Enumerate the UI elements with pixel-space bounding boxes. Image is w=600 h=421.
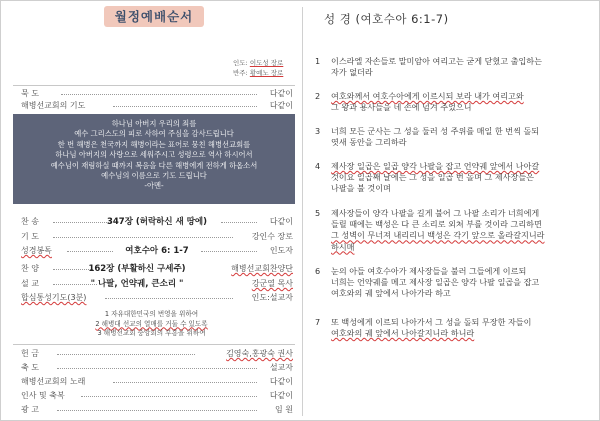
order-item-person: 다같이 — [269, 89, 293, 98]
order-row — [21, 244, 293, 258]
column-divider — [302, 7, 303, 416]
prayer-line: 예수님이 재림하실 때까지 복음을 다른 해병에게 전하게 하옵소서 — [50, 160, 258, 170]
order-item-person: 강인수 장로 — [251, 232, 293, 241]
verse-line: 이스라엘 자손들로 말미암아 여리고는 굳게 닫혔고 출입하는 — [331, 56, 542, 66]
verse-number: 2 — [315, 91, 321, 101]
leader-dots — [105, 298, 233, 299]
verse — [315, 126, 597, 148]
order-item-person: 설교자 — [269, 363, 293, 372]
leader-dots — [57, 354, 195, 355]
order-row — [21, 403, 293, 417]
verse-number: 7 — [315, 317, 321, 327]
prayer-line: 예수 그리스도의 피로 사하여 주심을 감사드립니다 — [74, 129, 234, 139]
leader-dots — [201, 251, 257, 252]
verse-line: 엿새 동안을 그리하라 — [331, 137, 407, 148]
prayer-line: 한 번 해병은 천국까지 해병이라는 표어로 뭉친 해병선교회를 — [57, 139, 251, 149]
leader-name: 이도성 장로 — [249, 59, 284, 67]
verse — [315, 208, 597, 253]
verse-line: 너희는 언약궤를 메고 제사장 일곱은 양각 나팔 일곱을 잡고 — [331, 277, 540, 288]
verse-line: 자가 없더라 — [331, 67, 373, 78]
leader-dots — [81, 396, 257, 397]
order-item-person: 임 원 — [275, 405, 293, 414]
prayer-line: 하나님 아버지의 사랑으로 세워주시고 성령으로 역사 하시어서 — [55, 150, 253, 160]
page-title: 월정예배순서 — [104, 6, 204, 27]
verse-number: 6 — [315, 266, 321, 276]
prayer-line: -아멘- — [144, 181, 164, 191]
order-item-label: 찬 송 — [21, 217, 39, 226]
verse-number: 5 — [315, 208, 321, 218]
verse-line: 제사장 일곱은 일곱 양각 나팔을 잡고 언약궤 앞에서 나아갈 — [331, 161, 540, 171]
order-item-content: " 나팔, 언약궤, 큰소리 " — [90, 279, 184, 289]
order-row — [21, 230, 293, 244]
verse-line: 여호와의 궤 앞에서 나아가라 하고 — [331, 288, 451, 299]
order-item-label: 광 고 — [21, 405, 39, 414]
order-item-label: 해병선교회의 기도 — [21, 101, 86, 110]
verse-line: 여호와의 궤 앞에서 나아갈지니라 하니라 — [331, 328, 475, 339]
divider-line — [13, 344, 295, 345]
order-item-label: 설 교 — [21, 279, 39, 288]
prayer-topic: 1 자유대한민국의 번영을 위하여 — [104, 310, 199, 318]
order-item-label: 묵 도 — [21, 89, 39, 98]
order-row — [21, 389, 293, 403]
accompanist-name: 황예노 장로 — [249, 69, 284, 77]
verse-line: 나팔을 불 것이며 — [331, 183, 391, 194]
leader-dots — [61, 94, 257, 95]
prayer-topic: 3 해병선교회 중앙회의 부흥을 위하여 — [97, 329, 206, 337]
verse — [315, 317, 597, 339]
accompanist-label: 반주: — [233, 69, 248, 77]
prayer-topics — [1, 310, 302, 339]
verse-line: 여호와께서 여호수아에게 이르시되 보라 내가 여리고와 — [331, 91, 524, 101]
order-item-person: 김영숙,홍광숙 권사 — [226, 349, 293, 358]
order-item-person: 강군열 목사 — [251, 279, 293, 288]
leader-label: 인도: — [233, 59, 248, 67]
verse-line: 너희 모든 군사는 그 성을 둘러 성 주위를 매일 한 번씩 돌되 — [331, 126, 540, 136]
order-item-label: 찬 양 — [21, 264, 39, 273]
scripture-title: 성 경 (여호수아 6:1-7) — [324, 12, 449, 26]
verse-line: 들릴 때에는 백성은 다 큰 소리로 외쳐 부를 것이라 그리하면 — [331, 219, 542, 230]
leader-dots — [57, 410, 257, 411]
leader-dots — [53, 237, 233, 238]
order-item-person: 다같이 — [269, 101, 293, 110]
order-row — [21, 375, 293, 389]
leader-dots — [57, 368, 257, 369]
order-row — [21, 291, 293, 305]
prayer-topic: 2 해병대 선교의 열매를 거둘 수 있도록 — [95, 319, 208, 328]
verse — [315, 161, 597, 195]
order-row — [21, 347, 293, 361]
verse-number: 3 — [315, 126, 321, 136]
order-item-person: 해병선교회찬양단 — [231, 264, 293, 273]
order-item-label: 성경봉독 — [21, 246, 52, 255]
order-row — [21, 99, 293, 113]
verse-line: 하시매 — [331, 241, 355, 252]
order-item-label: 헌 금 — [21, 349, 39, 358]
order-row — [21, 215, 293, 229]
verse — [315, 56, 597, 78]
verse-number: 1 — [315, 56, 321, 66]
leader-dots — [221, 222, 257, 223]
order-item-label: 인사 및 축복 — [21, 391, 65, 400]
order-item-label: 기 도 — [21, 232, 39, 241]
order-item-label: 축 도 — [21, 363, 39, 372]
leader-dots — [113, 106, 257, 107]
verse-number: 4 — [315, 161, 321, 171]
order-item-content: 347장 (허락하신 새 땅에) — [106, 217, 208, 227]
verse-line: 또 백성에게 이르되 나아가서 그 성을 돌되 무장한 자들이 — [331, 317, 532, 327]
verse — [315, 91, 597, 113]
order-row — [21, 361, 293, 375]
order-item-label: 합심통성기도(3분) — [21, 293, 87, 302]
prayer-box — [13, 114, 295, 204]
order-item-content: 162장 (부활하신 구세주) — [88, 264, 186, 274]
order-item-person: 인도:설교자 — [251, 293, 293, 302]
prayer-line: 하나님 아버지 우리의 죄를 — [111, 119, 197, 128]
order-item-content: 여호수아 6: 1-7 — [125, 246, 189, 256]
prayer-line: 예수님의 이름으로 기도 드립니다 — [101, 171, 207, 181]
order-item-person: 다같이 — [269, 391, 293, 400]
leaders-block — [233, 58, 283, 78]
verse-line: 눈의 아들 여호수아가 제사장들을 불러 그들에게 이르되 — [331, 266, 527, 276]
order-row — [21, 277, 293, 291]
order-item-person: 다같이 — [269, 377, 293, 386]
verse-line: 것이요 일곱째 날에는 그 성을 일곱 번 돌며 그 제사장들은 — [331, 172, 534, 183]
order-item-person: 다같이 — [269, 217, 293, 226]
order-item-person: 인도자 — [269, 246, 293, 255]
order-item-label: 해병선교회의 노래 — [21, 377, 86, 386]
verse-line: 제사장들이 양각 나팔을 길게 불어 그 나팔 소리가 너희에게 — [331, 208, 540, 218]
leader-dots — [113, 382, 257, 383]
divider-line — [13, 85, 295, 86]
verse — [315, 266, 597, 300]
verse-line: 그 성벽이 무너져 내리리니 백성은 각기 앞으로 올라갈지니라 — [331, 230, 545, 241]
verse-line: 그 왕과 용사들을 네 손에 넘겨 주었으니 — [331, 102, 472, 113]
order-row — [21, 262, 293, 276]
